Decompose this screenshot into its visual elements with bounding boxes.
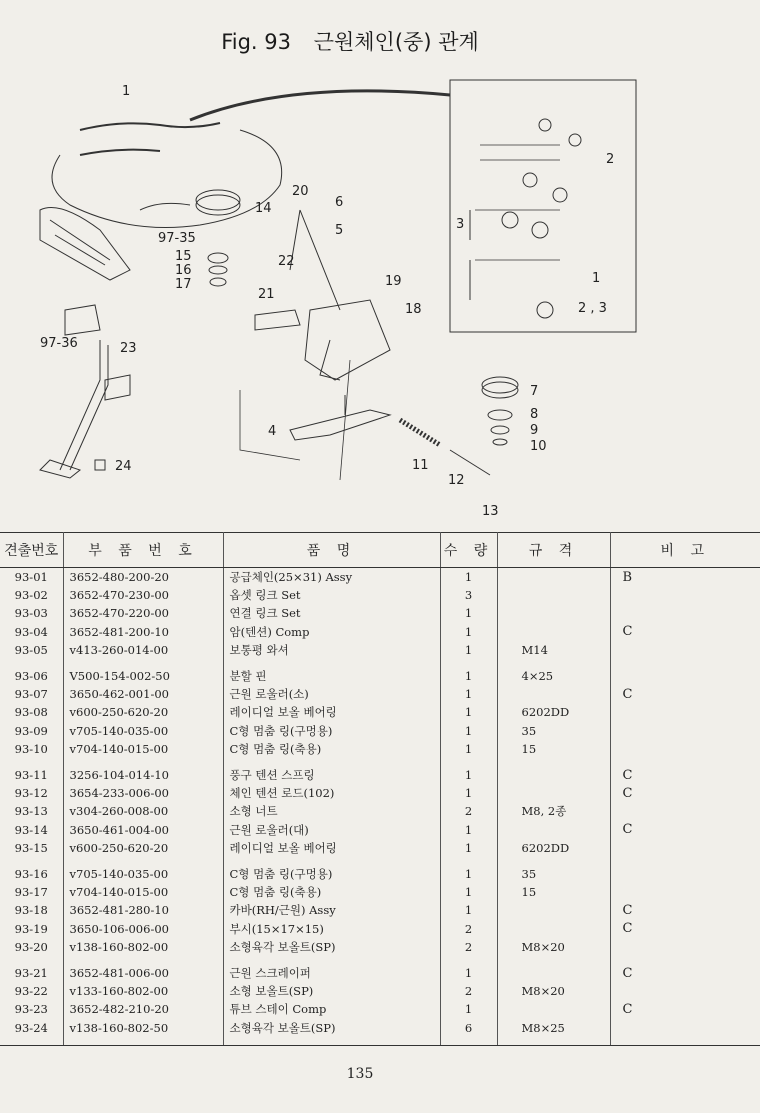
part-name-cell: 연결 링크 Set xyxy=(223,604,440,622)
quantity-cell: 6 xyxy=(440,1019,497,1046)
part-name-cell: 카바(RH/근원) Assy xyxy=(223,901,440,919)
part-name-cell: 공급체인(25×31) Assy xyxy=(223,568,440,587)
part-name-cell: C형 멈춤 링(축용) xyxy=(223,883,440,901)
quantity-cell: 1 xyxy=(440,623,497,641)
remarks-cell xyxy=(610,938,760,956)
quantity-cell: 1 xyxy=(440,722,497,740)
part-number-cell: 3652-470-220-00 xyxy=(63,604,223,622)
part-name-cell: 풍구 텐션 스프링 xyxy=(223,758,440,784)
svg-text:1: 1 xyxy=(122,84,131,99)
spec-cell: 6202DD xyxy=(497,839,610,857)
part-number-cell: 3652-470-230-00 xyxy=(63,586,223,604)
svg-text:97-35: 97-35 xyxy=(158,231,196,246)
ref-number-cell: 93-07 xyxy=(0,685,63,703)
part-name-cell: 옵셋 링크 Set xyxy=(223,586,440,604)
ref-number-cell: 93-10 xyxy=(0,740,63,758)
svg-text:10: 10 xyxy=(530,439,547,454)
svg-text:11: 11 xyxy=(412,458,429,473)
header-quantity: 수 량 xyxy=(440,533,497,568)
ref-number-cell: 93-23 xyxy=(0,1000,63,1018)
quantity-cell: 1 xyxy=(440,703,497,721)
header-remarks: 비 고 xyxy=(610,533,760,568)
table-row xyxy=(0,623,760,641)
ref-number-cell: 93-01 xyxy=(0,568,63,587)
table-row xyxy=(0,568,760,587)
table-row xyxy=(0,901,760,919)
header-ref-no: 견출번호 xyxy=(0,533,63,568)
part-number-cell: 3652-482-210-20 xyxy=(63,1000,223,1018)
svg-text:3: 3 xyxy=(456,217,465,232)
table-row xyxy=(0,839,760,857)
svg-text:22: 22 xyxy=(278,254,295,269)
ref-number-cell: 93-05 xyxy=(0,641,63,659)
ref-number-cell: 93-21 xyxy=(0,956,63,982)
spec-cell: 35 xyxy=(497,722,610,740)
table-row xyxy=(0,883,760,901)
table-row xyxy=(0,740,760,758)
svg-text:17: 17 xyxy=(175,277,192,292)
quantity-cell: 1 xyxy=(440,956,497,982)
svg-text:8: 8 xyxy=(530,407,539,422)
ref-number-cell: 93-19 xyxy=(0,920,63,938)
part-number-cell: v413-260-014-00 xyxy=(63,641,223,659)
quantity-cell: 2 xyxy=(440,920,497,938)
spec-cell: M8, 2종 xyxy=(497,802,610,820)
table-row xyxy=(0,758,760,784)
part-number-cell: v704-140-015-00 xyxy=(63,883,223,901)
table-row xyxy=(0,938,760,956)
part-name-cell: 보통평 와셔 xyxy=(223,641,440,659)
svg-text:9: 9 xyxy=(530,423,539,438)
svg-text:21: 21 xyxy=(258,287,275,302)
table-row xyxy=(0,982,760,1000)
part-number-cell: v600-250-620-20 xyxy=(63,839,223,857)
ref-number-cell: 93-11 xyxy=(0,758,63,784)
page-title xyxy=(0,26,700,56)
spec-cell: M14 xyxy=(497,641,610,659)
part-name-cell: 분할 핀 xyxy=(223,659,440,685)
remarks-cell xyxy=(610,857,760,883)
parts-table xyxy=(0,532,760,1046)
remarks-cell xyxy=(610,982,760,1000)
part-name-cell: 튜브 스테이 Comp xyxy=(223,1000,440,1018)
figure-number: Fig. 93 xyxy=(221,30,292,54)
spec-cell xyxy=(497,784,610,802)
svg-text:4: 4 xyxy=(268,424,277,439)
spec-cell xyxy=(497,604,610,622)
part-number-cell: 3652-481-006-00 xyxy=(63,956,223,982)
part-name-cell: 암(텐션) Comp xyxy=(223,623,440,641)
part-name-cell: 소형 너트 xyxy=(223,802,440,820)
header-part-name: 품 명 xyxy=(223,533,440,568)
ref-number-cell: 93-06 xyxy=(0,659,63,685)
table-row xyxy=(0,784,760,802)
part-name-cell: 소형육각 보올트(SP) xyxy=(223,938,440,956)
part-number-cell: v705-140-035-00 xyxy=(63,857,223,883)
table-row xyxy=(0,920,760,938)
table-row xyxy=(0,821,760,839)
part-name-cell: 체인 텐션 로드(102) xyxy=(223,784,440,802)
ref-number-cell: 93-24 xyxy=(0,1019,63,1046)
ref-number-cell: 93-22 xyxy=(0,982,63,1000)
part-number-cell: 3256-104-014-10 xyxy=(63,758,223,784)
remarks-cell xyxy=(610,1019,760,1046)
part-name-cell: 레이디얼 보올 베어링 xyxy=(223,839,440,857)
remarks-cell xyxy=(610,839,760,857)
remarks-cell: C xyxy=(622,822,633,838)
header-part-no: 부 품 번 호 xyxy=(63,533,223,568)
part-number-cell: 3650-462-001-00 xyxy=(63,685,223,703)
svg-text:2 , 3: 2 , 3 xyxy=(578,301,607,316)
part-name-cell: 근원 로울러(소) xyxy=(223,685,440,703)
quantity-cell: 2 xyxy=(440,802,497,820)
parts-diagram xyxy=(0,60,760,530)
part-number-cell: V500-154-002-50 xyxy=(63,659,223,685)
svg-text:23: 23 xyxy=(120,341,137,356)
svg-text:2: 2 xyxy=(606,152,615,167)
remarks-cell: C xyxy=(622,767,633,783)
part-name-cell: 부시(15×17×15) xyxy=(223,920,440,938)
spec-cell: 6202DD xyxy=(497,703,610,721)
part-name-cell: 근원 로울러(대) xyxy=(223,821,440,839)
quantity-cell: 1 xyxy=(440,685,497,703)
svg-text:18: 18 xyxy=(405,302,422,317)
remarks-cell xyxy=(610,883,760,901)
part-number-cell: v600-250-620-20 xyxy=(63,703,223,721)
quantity-cell: 2 xyxy=(440,938,497,956)
spec-cell: 15 xyxy=(497,740,610,758)
spec-cell xyxy=(497,623,610,641)
spec-cell: M8×20 xyxy=(497,938,610,956)
part-number-cell: 3650-461-004-00 xyxy=(63,821,223,839)
remarks-cell xyxy=(610,722,760,740)
quantity-cell: 1 xyxy=(440,740,497,758)
svg-text:15: 15 xyxy=(175,249,192,264)
spec-cell xyxy=(497,901,610,919)
remarks-cell xyxy=(610,703,760,721)
quantity-cell: 1 xyxy=(440,784,497,802)
remarks-cell xyxy=(610,802,760,820)
spec-cell xyxy=(497,1000,610,1018)
svg-text:19: 19 xyxy=(385,274,402,289)
table-row xyxy=(0,956,760,982)
table-row xyxy=(0,659,760,685)
quantity-cell: 2 xyxy=(440,982,497,1000)
table-row xyxy=(0,722,760,740)
ref-number-cell: 93-16 xyxy=(0,857,63,883)
table-row xyxy=(0,703,760,721)
remarks-cell xyxy=(610,659,760,685)
svg-text:16: 16 xyxy=(175,263,192,278)
part-number-cell: 3652-481-200-10 xyxy=(63,623,223,641)
quantity-cell: 1 xyxy=(440,604,497,622)
part-number-cell: v133-160-802-00 xyxy=(63,982,223,1000)
part-number-cell: 3650-106-006-00 xyxy=(63,920,223,938)
part-number-cell: v304-260-008-00 xyxy=(63,802,223,820)
svg-text:7: 7 xyxy=(530,384,539,399)
part-name-cell: C형 멈춤 링(구멍용) xyxy=(223,857,440,883)
spec-cell xyxy=(497,586,610,604)
ref-number-cell: 93-08 xyxy=(0,703,63,721)
remarks-cell xyxy=(610,586,760,604)
svg-text:1: 1 xyxy=(592,271,601,286)
quantity-cell: 3 xyxy=(440,586,497,604)
diagram-drawing xyxy=(40,80,636,480)
ref-number-cell: 93-13 xyxy=(0,802,63,820)
part-name-cell: C형 멈춤 링(구멍용) xyxy=(223,722,440,740)
spec-cell: 35 xyxy=(497,857,610,883)
spec-cell: 4×25 xyxy=(497,659,610,685)
quantity-cell: 1 xyxy=(440,659,497,685)
svg-text:97-36: 97-36 xyxy=(40,336,78,351)
remarks-cell: C xyxy=(622,921,633,937)
figure-name: 근원체인(중) 관계 xyxy=(313,30,479,54)
ref-number-cell: 93-04 xyxy=(0,623,63,641)
spec-cell: M8×20 xyxy=(497,982,610,1000)
page-number: 135 xyxy=(346,1066,374,1082)
part-number-cell: 3652-481-280-10 xyxy=(63,901,223,919)
header-spec: 규 격 xyxy=(497,533,610,568)
svg-text:5: 5 xyxy=(335,223,344,238)
table-row xyxy=(0,802,760,820)
remarks-cell: C xyxy=(622,902,633,918)
ref-number-cell: 93-15 xyxy=(0,839,63,857)
quantity-cell: 1 xyxy=(440,883,497,901)
svg-text:14: 14 xyxy=(255,201,272,216)
table-row xyxy=(0,1019,760,1046)
svg-text:6: 6 xyxy=(335,195,344,210)
table-header-row xyxy=(0,533,760,568)
remarks-cell: C xyxy=(622,965,633,981)
quantity-cell: 1 xyxy=(440,901,497,919)
spec-cell xyxy=(497,821,610,839)
quantity-cell: 1 xyxy=(440,821,497,839)
remarks-cell xyxy=(610,740,760,758)
spec-cell xyxy=(497,920,610,938)
remarks-cell: C xyxy=(622,785,633,801)
part-number-cell: 3652-480-200-20 xyxy=(63,568,223,587)
quantity-cell: 1 xyxy=(440,857,497,883)
ref-number-cell: 93-09 xyxy=(0,722,63,740)
part-number-cell: v138-160-802-50 xyxy=(63,1019,223,1046)
ref-number-cell: 93-12 xyxy=(0,784,63,802)
part-name-cell: 소형 보올트(SP) xyxy=(223,982,440,1000)
quantity-cell: 1 xyxy=(440,758,497,784)
svg-text:13: 13 xyxy=(482,504,499,519)
spec-cell: 15 xyxy=(497,883,610,901)
ref-number-cell: 93-17 xyxy=(0,883,63,901)
part-number-cell: v704-140-015-00 xyxy=(63,740,223,758)
spec-cell: M8×25 xyxy=(497,1019,610,1046)
spec-cell xyxy=(497,685,610,703)
part-name-cell: 레이디얼 보올 베어링 xyxy=(223,703,440,721)
table-row xyxy=(0,641,760,659)
remarks-cell xyxy=(610,641,760,659)
spec-cell xyxy=(497,758,610,784)
quantity-cell: 1 xyxy=(440,568,497,587)
table-row xyxy=(0,586,760,604)
part-name-cell: 근원 스크레이퍼 xyxy=(223,956,440,982)
part-number-cell: 3654-233-006-00 xyxy=(63,784,223,802)
table-row xyxy=(0,685,760,703)
remarks-cell: C xyxy=(622,624,633,640)
quantity-cell: 1 xyxy=(440,839,497,857)
part-number-cell: v705-140-035-00 xyxy=(63,722,223,740)
quantity-cell: 1 xyxy=(440,641,497,659)
spec-cell xyxy=(497,568,610,587)
svg-text:20: 20 xyxy=(292,184,309,199)
quantity-cell: 1 xyxy=(440,1000,497,1018)
parts-table-body xyxy=(0,568,760,1046)
ref-number-cell: 93-02 xyxy=(0,586,63,604)
ref-number-cell: 93-14 xyxy=(0,821,63,839)
part-number-cell: v138-160-802-00 xyxy=(63,938,223,956)
table-row xyxy=(0,604,760,622)
spec-cell xyxy=(497,956,610,982)
remarks-cell: B xyxy=(622,569,633,585)
part-name-cell: C형 멈춤 링(축용) xyxy=(223,740,440,758)
ref-number-cell: 93-20 xyxy=(0,938,63,956)
remarks-cell: C xyxy=(622,1001,633,1017)
table-row xyxy=(0,857,760,883)
svg-text:12: 12 xyxy=(448,473,465,488)
remarks-cell: C xyxy=(622,686,633,702)
ref-number-cell: 93-18 xyxy=(0,901,63,919)
part-name-cell: 소형육각 보올트(SP) xyxy=(223,1019,440,1046)
ref-number-cell: 93-03 xyxy=(0,604,63,622)
remarks-cell xyxy=(610,604,760,622)
table-row xyxy=(0,1000,760,1018)
svg-text:24: 24 xyxy=(115,459,132,474)
